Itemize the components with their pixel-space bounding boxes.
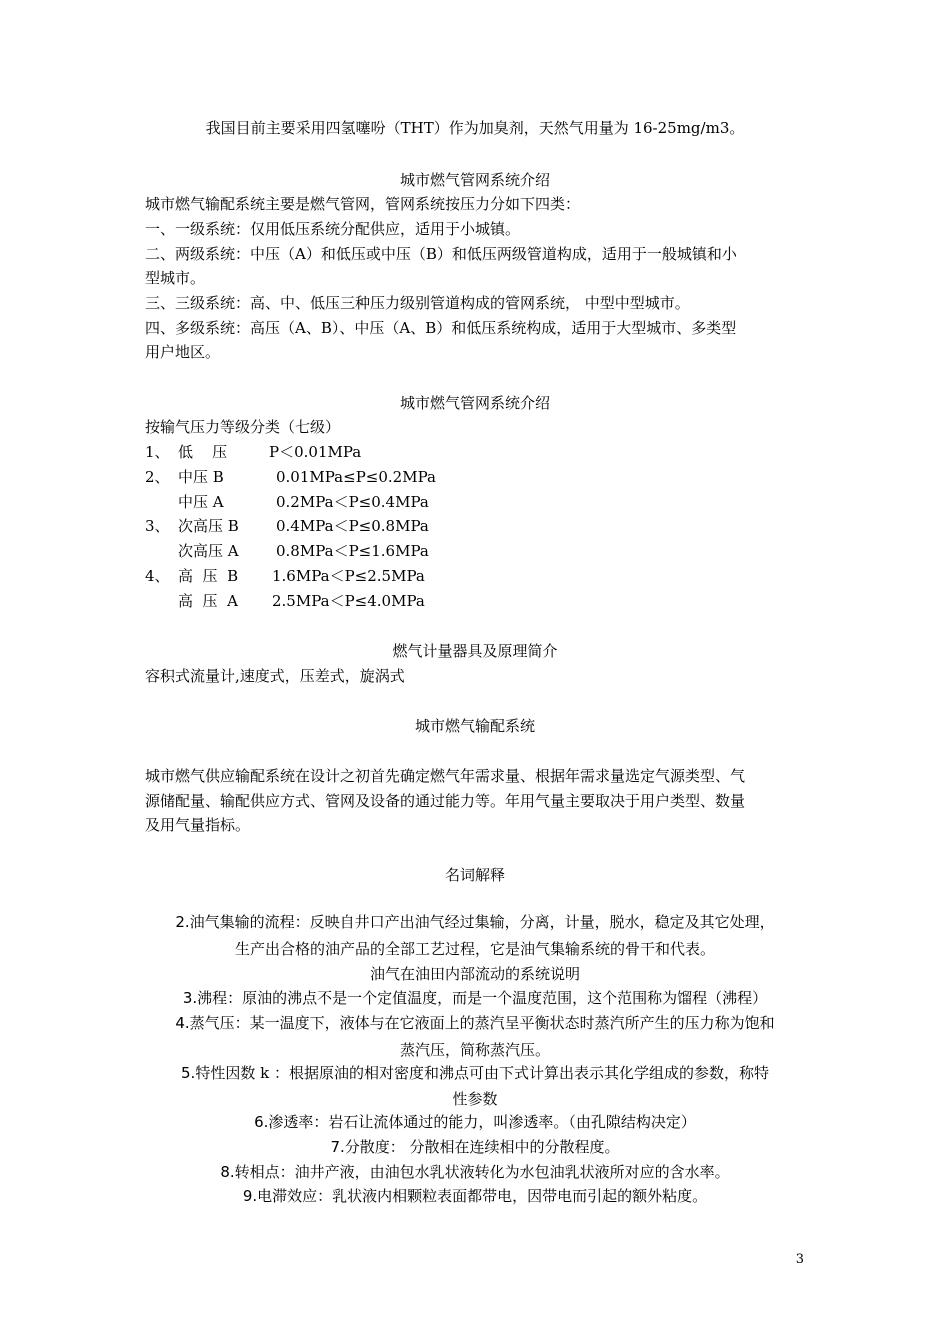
pressure-range: 0.2MPa＜P≤0.4MPa: [276, 493, 429, 511]
term-text: 油气在油田内部流动的系统说明: [369, 965, 580, 983]
term-text: 特性因数 k ：根据原油的相对密度和沸点可由下式计算出表示其化学组成的参数，称特: [195, 1064, 769, 1082]
section4-heading: 城市燃气输配系统: [414, 717, 535, 735]
term-line: [0, 1011, 950, 1035]
pressure-range: 1.6MPa＜P≤2.5MPa: [272, 567, 425, 585]
term-text: 蒸汽压，简称蒸汽压。: [399, 1041, 550, 1059]
section4-line: 城市燃气供应输配系统在设计之初首先确定燃气年需求量、根据年需求量选定气源类型、气: [145, 767, 746, 785]
section1-line: 四、多级系统：高压（A、B）、中压（A、B）和低压系统构成，适用于大型城市、多类型: [145, 319, 737, 337]
term-text: 生产出合格的油产品的全部工艺过程，它是油气集输系统的骨干和代表。: [234, 940, 715, 958]
section4-line: 及用气量指标。: [145, 816, 251, 834]
pressure-class: 中压 B: [178, 468, 224, 486]
term-text: 电滞效应：乳状液内相颗粒表面都带电，因带电而引起的额外粘度。: [257, 1187, 708, 1205]
section1-line: 城市燃气输配系统主要是燃气管网，管网系统按压力分如下四类：: [145, 195, 581, 213]
pressure-class: 高 压 A: [178, 592, 238, 610]
term-line: [0, 1087, 950, 1111]
pressure-range: 0.8MPa＜P≤1.6MPa: [276, 542, 429, 560]
term-number: 5.: [181, 1064, 196, 1082]
row-number: 1、: [145, 443, 170, 461]
pressure-range: 0.01MPa≤P≤0.2MPa: [276, 468, 436, 486]
pressure-class: 高 压 B: [178, 567, 239, 585]
term-text: 蒸气压：某一温度下，液体与在它液面上的蒸汽呈平衡状态时蒸汽所产生的压力称为饱和: [189, 1014, 775, 1032]
term-line: [0, 1184, 950, 1208]
section1-line: 用户地区。: [145, 343, 221, 361]
term-line: [0, 1038, 950, 1062]
pressure-range: P＜0.01MPa: [269, 443, 362, 461]
term-text: 分散度： 分散相在连续相中的分散程度。: [344, 1138, 620, 1156]
term-number: 2.: [175, 913, 190, 931]
section1-line: 三、三级系统：高、中、低压三种压力级别管道构成的管网系统， 中型中型城市。: [145, 294, 690, 312]
row-number: 4、: [145, 567, 170, 585]
term-number: 7.: [330, 1138, 345, 1156]
section1-line: 型城市。: [145, 269, 206, 287]
term-line: [0, 1160, 950, 1184]
page-number: 3: [795, 1252, 804, 1267]
section1-heading: 城市燃气管网系统介绍: [399, 171, 550, 189]
term-line: [0, 937, 950, 961]
term-text: 沸程：原油的沸点不是一个定值温度，而是一个温度范围，这个范围称为馏程（沸程）: [197, 989, 768, 1007]
pressure-class: 次高压 B: [178, 517, 239, 535]
term-line: [0, 1061, 950, 1085]
term-text: 性参数: [452, 1090, 498, 1108]
term-line: [0, 1110, 950, 1134]
term-number: 3.: [182, 989, 198, 1007]
section4-line: 源储配量、输配供应方式、管网及设备的通过能力等。年用气量主要取决于用户类型、数量: [145, 792, 746, 810]
section1-line: 二、两级系统：中压（A）和低压或中压（B）和低压两级管道构成，适用于一般城镇和小: [145, 245, 737, 263]
section5-heading: 名词解释: [444, 866, 505, 884]
term-number: 4.: [175, 1014, 190, 1032]
pressure-class: 次高压 A: [178, 542, 239, 560]
section1-line: 一、一级系统：仅用低压系统分配供应，适用于小城镇。: [145, 220, 521, 238]
intro-line: 我国目前主要采用四氢噻吩（THT）作为加臭剂，天然气用量为 16-25mg/m3。: [205, 119, 745, 137]
term-number: 6.: [254, 1113, 269, 1131]
term-number: 8.: [220, 1163, 235, 1181]
term-line: [0, 962, 950, 986]
pressure-class: 低 压: [178, 443, 228, 461]
term-text: 油气集输的流程：反映自井口产出油气经过集输，分离，计量，脱水，稳定及其它处理，: [189, 913, 775, 931]
pressure-range: 0.4MPa＜P≤0.8MPa: [276, 517, 429, 535]
section3-heading: 燃气计量器具及原理简介: [392, 642, 558, 660]
section3-text: 容积式流量计,速度式，压差式，旋涡式: [145, 667, 405, 685]
term-number: 9.: [242, 1187, 258, 1205]
term-text: 渗透率：岩石让流体通过的能力，叫渗透率。（由孔隙结构决定）: [268, 1113, 696, 1131]
term-text: 转相点：油井产液，由油包水乳状液转化为水包油乳状液所对应的含水率。: [234, 1163, 730, 1181]
pressure-class: 中压 A: [178, 493, 224, 511]
term-line: [0, 986, 950, 1010]
section2-heading: 城市燃气管网系统介绍: [399, 394, 550, 412]
section2-subtitle: 按输气压力等级分类（七级）: [145, 418, 341, 436]
row-number: 2、: [145, 468, 170, 486]
term-line: [0, 1135, 950, 1159]
term-line: [0, 910, 950, 934]
row-number: 3、: [145, 517, 170, 535]
pressure-range: 2.5MPa＜P≤4.0MPa: [272, 592, 425, 610]
